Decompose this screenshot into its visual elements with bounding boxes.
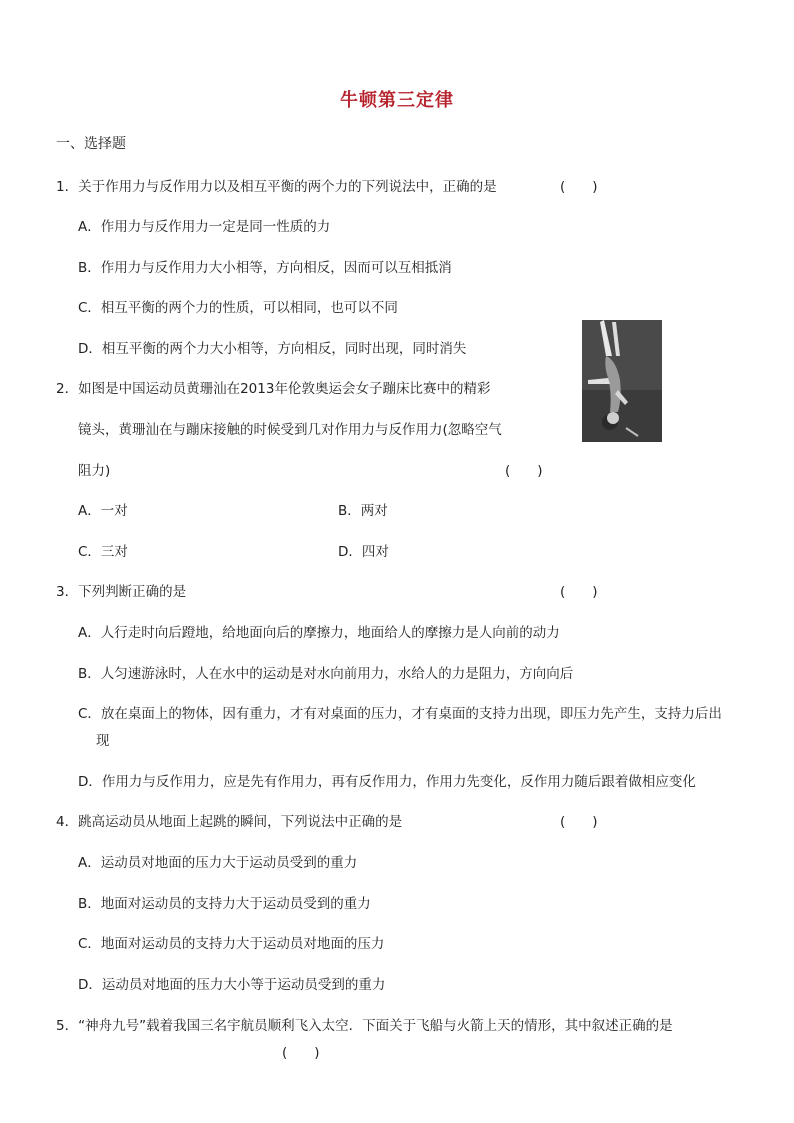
question-4-option-a: A．运动员对地面的压力大于运动员受到的重力 [78, 855, 358, 871]
section-heading: 一、选择题 [56, 136, 126, 152]
question-1-answer-paren: ( ) [560, 179, 598, 195]
page-title: 牛顿第三定律 [340, 90, 454, 111]
question-5-stem: 5．“神舟九号”载着我国三名宇航员顺利飞入太空．下面关于飞船与火箭上天的情形，其中叙述正确的是 [56, 1018, 673, 1034]
question-3-option-c: C．放在桌面上的物体，因有重力，才有对桌面的压力，才有桌面的支持力出现，即压力先产生，支持力后出 [78, 706, 722, 722]
question-1-option-d: D．相互平衡的两个力大小相等，方向相反，同时出现，同时消失 [78, 341, 467, 357]
question-3-option-a: A．人行走时向后蹬地，给地面向后的摩擦力，地面给人的摩擦力是人向前的动力 [78, 625, 560, 641]
trampoline-athlete-photo [582, 320, 662, 442]
question-2-stem-line-1: 2．如图是中国运动员黄珊汕在2013年伦敦奥运会女子蹦床比赛中的精彩 [56, 381, 491, 397]
question-2-option-c: C．三对 [78, 544, 128, 560]
question-5-answer-paren: ( ) [282, 1045, 320, 1061]
question-3-answer-paren: ( ) [560, 584, 598, 600]
question-4-answer-paren: ( ) [560, 814, 598, 830]
question-1-option-c: C．相互平衡的两个力的性质，可以相同，也可以不同 [78, 300, 398, 316]
question-2-stem-line-3: 阻力) [78, 463, 111, 479]
question-2-option-a: A．一对 [78, 503, 128, 519]
gymnast-figure-icon [582, 320, 662, 442]
question-2-answer-paren: ( ) [505, 463, 543, 479]
question-1-stem: 1．关于作用力与反作用力以及相互平衡的两个力的下列说法中，正确的是 [56, 179, 497, 195]
question-3-option-d: D．作用力与反作用力，应是先有作用力，再有反作用力，作用力先变化，反作用力随后跟着做相应变化 [78, 774, 696, 790]
question-3-option-c-continued: 现 [96, 733, 110, 749]
question-4-option-c: C．地面对运动员的支持力大于运动员对地面的压力 [78, 936, 385, 952]
question-4-option-b: B．地面对运动员的支持力大于运动员受到的重力 [78, 896, 371, 912]
question-2-option-b: B．两对 [338, 503, 388, 519]
question-4-stem: 4．跳高运动员从地面上起跳的瞬间，下列说法中正确的是 [56, 814, 403, 830]
question-3-option-b: B．人匀速游泳时，人在水中的运动是对水向前用力，水给人的力是阻力，方向向后 [78, 666, 574, 682]
question-2-option-d: D．四对 [338, 544, 389, 560]
question-1-option-b: B．作用力与反作用力大小相等，方向相反，因而可以互相抵消 [78, 260, 452, 276]
question-2-stem-line-2: 镜头，黄珊汕在与蹦床接触的时候受到几对作用力与反作用力(忽略空气 [78, 422, 502, 438]
question-1-option-a: A．作用力与反作用力一定是同一性质的力 [78, 219, 331, 235]
question-3-stem: 3．下列判断正确的是 [56, 584, 187, 600]
question-4-option-d: D．运动员对地面的压力大小等于运动员受到的重力 [78, 977, 386, 993]
